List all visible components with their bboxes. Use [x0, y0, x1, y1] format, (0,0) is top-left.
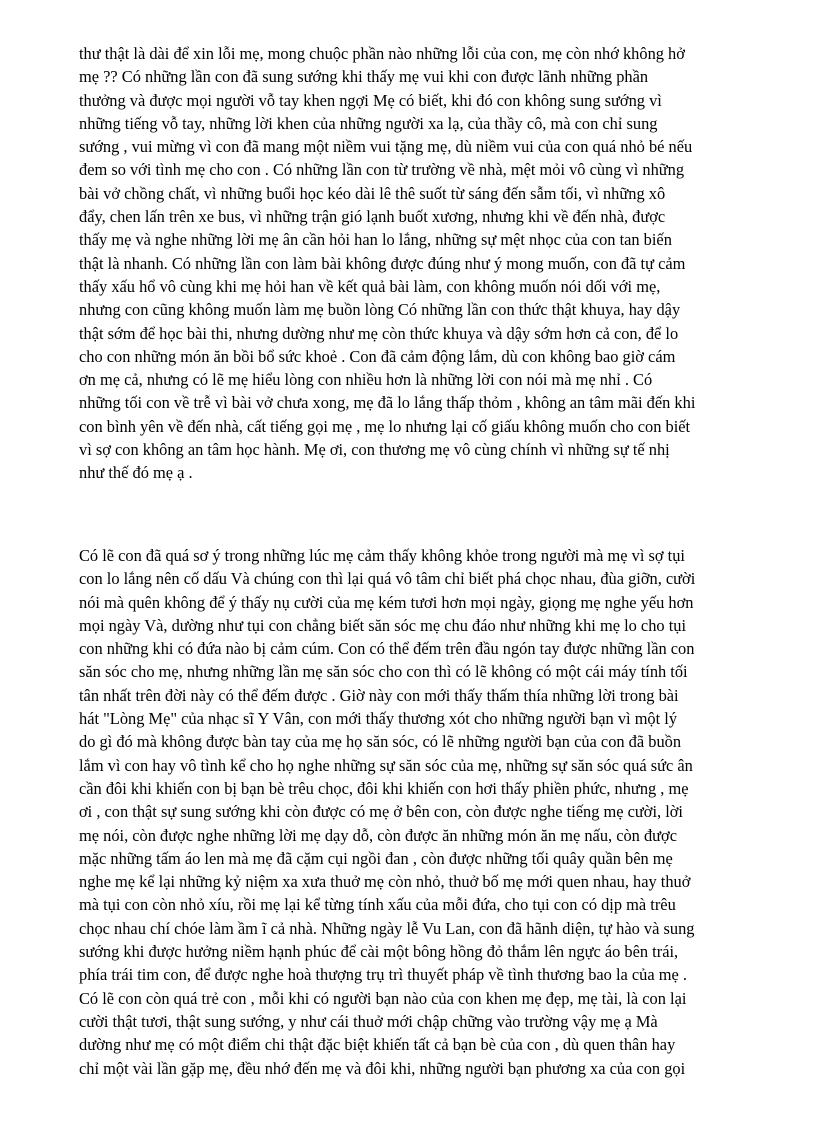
text-line: cho con những món ăn bồi bổ sức khoẻ . Con đã cảm động lắm, dù con không bao giờ cám	[79, 346, 676, 366]
text-line: tân nhất trên đời này có thể đếm được . Giờ này con mới thấy thấm thía những lời trong bài	[79, 685, 679, 705]
text-line: nói mà quên không để ý thấy nụ cười của mẹ kém tươi hơn mọi ngày, giọng mẹ nghe yếu hơn	[79, 592, 694, 612]
text-line: thật sớm để học bài thi, nhưng dường như mẹ còn thức khuya và dậy sớm hơn cả con, để lo	[79, 323, 679, 343]
text-line: những tiếng vỗ tay, những lời khen của những người xa lạ, của thầy cô, mà con chỉ sung	[79, 113, 658, 133]
text-line: cười thật tươi, thật sung sướng, y như cái thuở mới chập chững vào trường vậy mẹ ạ Mà	[79, 1011, 658, 1031]
text-line: sướng , vui mừng vì con đã mang một niềm vui tặng mẹ, dù niềm vui của con quá nhỏ bé nếu	[79, 137, 693, 157]
text-line: đẩy, chen lấn trên xe bus, vì những trận gió lạnh buốt xương, nhưng khi về đến nhà, được	[79, 207, 666, 227]
text-line: ơn mẹ cả, nhưng có lẽ mẹ hiểu lòng con nhiều hơn là những lời con nói mà mẹ nhỉ . Có	[79, 370, 653, 390]
text-line: dường như mẹ có một điểm chi thật đặc biệt khiến tất cả bạn bè của con , dù quen thân hay	[79, 1035, 676, 1055]
text-line: Có lẽ con đã quá sơ ý trong những lúc mẹ cảm thấy không khỏe trong người mà mẹ vì sợ tụi	[79, 546, 685, 565]
text-line: hát "Lòng Mẹ" của nhạc sĩ Y Vân, con mới thấy thương xót cho những người bạn vì một lý	[79, 709, 678, 729]
text-line: chọc nhau chí chóe làm ầm ĩ cả nhà. Những ngày lễ Vu Lan, con đã hãnh diện, tự hào và sung	[79, 918, 695, 938]
text-line: bài vở chồng chất, vì những buổi học kéo dài lê thê suốt từ sáng đến sẫm tối, vì những xô	[79, 183, 666, 203]
text-line: lắm vì con hay vô tình kể cho họ nghe những sự săn sóc của mẹ, những sự săn sóc quá sức ân	[79, 755, 693, 775]
text-line: thật là nhanh. Có những lần con làm bài không được đúng như ý mong muốn, con đã tự cảm	[79, 253, 686, 273]
text-line: ơi , con thật sự sung sướng khi còn được có mẹ ở bên con, còn được nghe tiếng mẹ cười, lời	[79, 802, 683, 822]
text-line: thấy xấu hổ vô cùng khi mẹ hỏi han về kết quả bài làm, con không muốn nói dối với mẹ,	[79, 276, 661, 296]
text-line: săn sóc cho mẹ, nhưng những lần mẹ săn sóc cho con thì có lẽ không có một cái máy tính tối	[79, 662, 688, 682]
text-line: con những khi có đứa nào bị cảm cúm. Con có thể đếm trên đầu ngón tay được những lần con	[79, 639, 695, 659]
text-line: mà tụi con còn nhỏ xíu, rồi mẹ lại kể từng tính xấu của mỗi đứa, cho tụi con có dịp mà trêu	[79, 895, 676, 915]
text-line: Có lẽ con còn quá trẻ con , mỗi khi có người bạn nào của con khen mẹ đẹp, mẹ tài, là con lại	[79, 988, 687, 1008]
paragraph-2	[79, 544, 741, 1080]
text-line: con lo lắng nên cố dấu Và chúng con thì lại quá vô tâm chỉ biết phá chọc nhau, đùa giỡn, cười	[79, 569, 696, 589]
text-line: do gì đó mà không được bàn tay của mẹ họ săn sóc, có lẽ những người bạn của con đã buồn	[79, 732, 682, 752]
text-line: mọi ngày Và, dường như tụi con chẳng biết săn sóc mẹ chu đáo như những khi mẹ lo cho tụi	[79, 615, 686, 635]
text-line: mẹ ?? Có những lần con đã sung sướng khi thấy mẹ vui khi con được lãnh những phần	[79, 67, 649, 87]
text-line: như thế đó mẹ ạ .	[79, 463, 193, 483]
text-line: chỉ một vài lần gặp mẹ, đều nhớ đến mẹ và đôi khi, những người bạn phương xa của con gọi	[79, 1058, 686, 1078]
text-line: mặc những tấm áo len mà mẹ đã cặm cụi ngồi đan , còn được những tối quây quần bên mẹ	[79, 848, 673, 868]
text-line: vì sợ con không an tâm học hành. Mẹ ơi, con thương mẹ vô cùng chính vì những sự tế nhị	[79, 440, 670, 460]
text-line: mẹ nói, còn được nghe những lời mẹ dạy dỗ, còn được ăn những món ăn mẹ nấu, còn được	[79, 825, 677, 845]
text-line: nghe mẹ kể lại những kỷ niệm xa xưa thuở mẹ còn nhỏ, thuở bố mẹ mới quen nhau, hay thuở	[79, 872, 691, 892]
text-line: thư thật là dài để xin lỗi mẹ, mong chuộc phần nào những lỗi của con, mẹ còn nhớ không hở	[79, 44, 685, 63]
text-line: cần đôi khi khiến con bị bạn bè trêu chọc, đôi khi khiến con hơi thấy phiền phức, nhưng , mẹ	[79, 778, 689, 798]
text-line: nhưng con cũng không muốn làm mẹ buồn lòng Có những lần con thức thật khuya, hay dậy	[79, 300, 681, 320]
text-line: phía trái tim con, để được nghe hoà thượng trụ trì thuyết pháp về tình thương bao la của mẹ .	[79, 965, 687, 985]
paragraph-1	[79, 42, 741, 485]
text-line: con bình yên về đến nhà, cất tiếng gọi mẹ , mẹ lo nhưng lại cố giấu không muốn cho con biết	[79, 416, 691, 436]
text-line: sướng khi được hưởng niềm hạnh phúc để cài một bông hồng đỏ thắm lên ngực áo bên trái,	[79, 942, 679, 962]
text-line: đem so với tình mẹ cho con . Có những lần con từ trường về nhà, mệt mỏi vô cùng vì những	[79, 160, 685, 180]
text-line: thưởng và được mọi người vỗ tay khen ngợi Mẹ có biết, khi đó con không sung sướng vì	[79, 90, 662, 110]
text-line: thấy mẹ và nghe những lời mẹ ân cần hỏi han lo lắng, những sự mệt nhọc của con tan biến	[79, 230, 672, 250]
text-line: những tối con về trễ vì bài vở chưa xong, mẹ đã lo lắng thấp thỏm , không an tâm mãi đến khi	[79, 393, 696, 413]
